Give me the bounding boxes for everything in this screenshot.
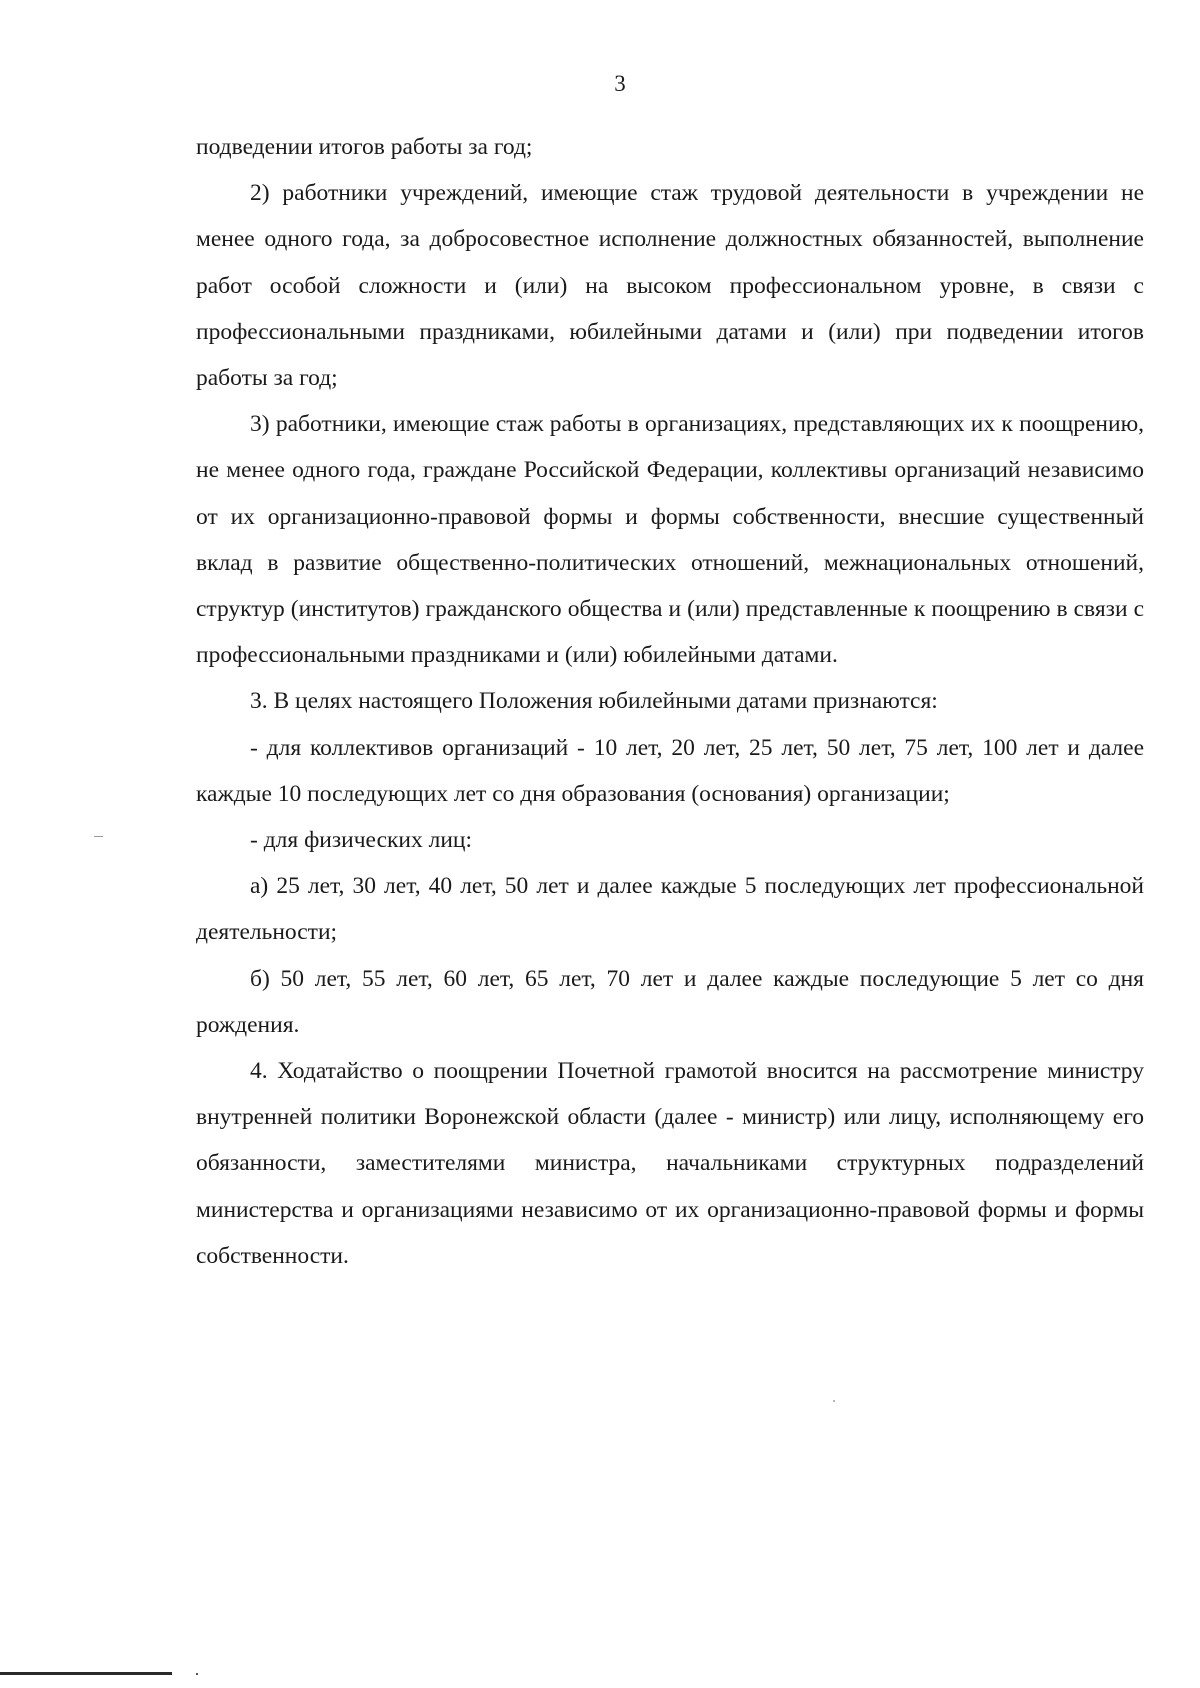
paragraph-individuals-heading: - для физических лиц: <box>250 827 473 854</box>
paragraph-item-2: 2) работники учреждений, имеющие стаж трудовой деятельности в учреждении не менее одного года, за добросовестное исполнение должностных обязанностей, выполнение работ особой сложности и (или) на высоком профессиональном уровне, в связи с профессиональными праздниками, юбилейными датами и (или) при подведении итогов работы за год; <box>196 180 1144 392</box>
paragraph-collectives-dates: - для коллективов организаций - 10 лет, 20 лет, 25 лет, 50 лет, 75 лет, 100 лет и далее каждые 10 последующих лет со дня образования (основания) организации; <box>196 734 1144 807</box>
scan-margin-mark <box>94 836 103 837</box>
paragraph-item-3: 3) работники, имеющие стаж работы в организациях, представляющих их к поощрению, не менее одного года, граждане Российской Федерации, коллективы организаций независимо от их организационно-правовой формы и формы собственности, внесшие существенный вклад в развитие общественно-политических отношений, межнациональных отношений, структур (институтов) гражданского общества и (или) представленные к поощрению в связи с профессиональными праздниками и (или) юбилейными датами. <box>196 411 1144 669</box>
scan-speck <box>833 1400 835 1402</box>
paragraph-item-a: а) 25 лет, 30 лет, 40 лет, 50 лет и далее каждые 5 последующих лет профессиональной деятельности; <box>196 873 1144 946</box>
paragraph-section-4: 4. Ходатайство о поощрении Почетной грамотой вносится на рассмотрение министру внутренней политики Воронежской области (далее - министр) или лицу, исполняющему его обязанности, заместителями министра, начальниками структурных подразделений министерства и организациями независимо от их организационно-правовой формы и формы собственности. <box>196 1058 1144 1269</box>
paragraph-section-3: 3. В целях настоящего Положения юбилейными датами признаются: <box>250 688 938 715</box>
paragraph-item-b: б) 50 лет, 55 лет, 60 лет, 65 лет, 70 лет и далее каждые последующие 5 лет со дня рождения. <box>196 965 1144 1038</box>
paragraph-continuation: подведении итогов работы за год; <box>196 134 533 160</box>
scan-bottom-tick <box>196 1673 198 1675</box>
page-number: 3 <box>614 71 626 96</box>
scan-bottom-edge-line <box>0 1672 172 1675</box>
document-body <box>196 124 1144 1279</box>
